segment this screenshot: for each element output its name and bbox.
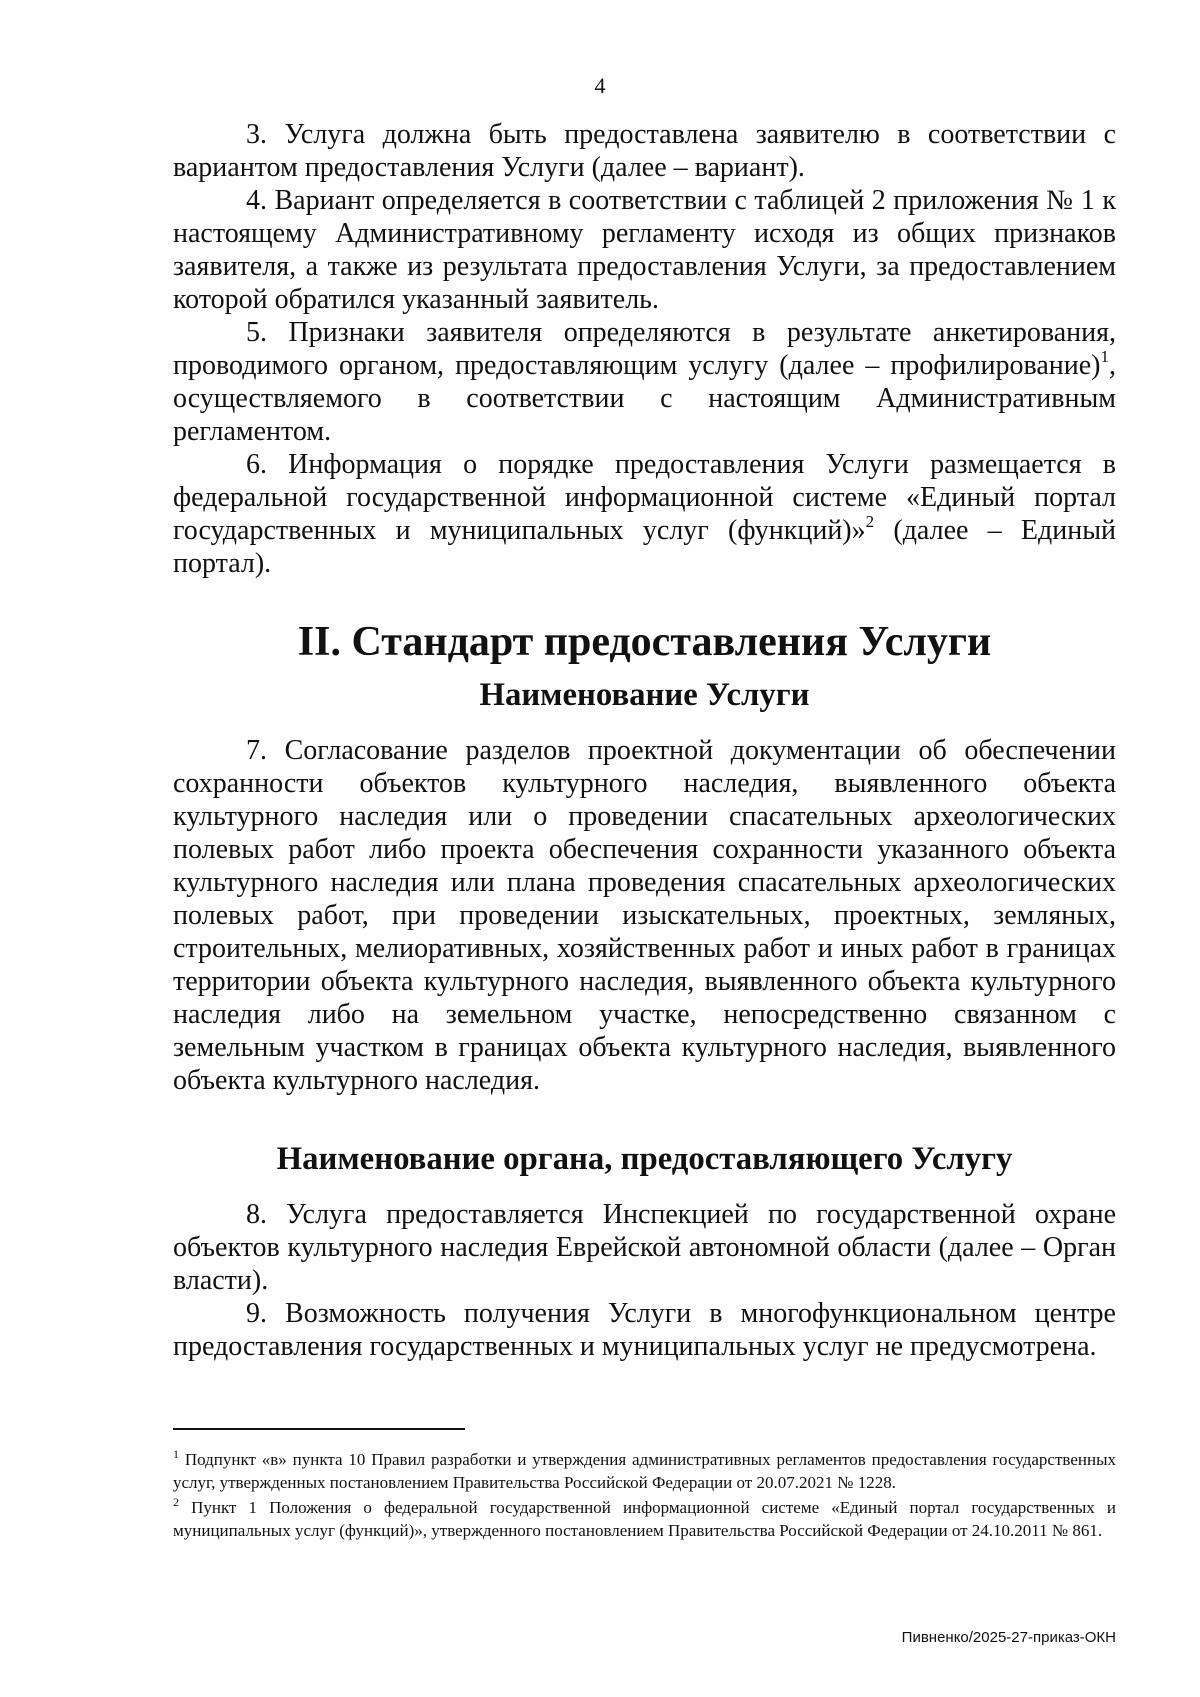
paragraph-7: 7. Согласование разделов проектной документации об обеспечении сохранности объектов культурного наследия, выявленного объекта культурного наследия или о проведении спасательных археологических полевых работ либо проекта обеспечения сохранности указанного объекта культурного наследия или плана проведения спасательных археологических полевых работ, при проведении изыскательных, проектных, земляных, строительных, мелиоративных, хозяйственных работ и иных работ в границах территории объекта культурного наследия, выявленного объекта культурного наследия либо на земельном участке, непосредственно связанном с земельным участком в границах объекта культурного наследия, выявленного объекта культурного наследия.	[173, 735, 1116, 1096]
paragraph-4: 4. Вариант определяется в соответствии с таблицей 2 приложения № 1 к настоящему Административному регламенту исходя из общих признаков заявителя, а также из результата предоставления Услуги, за предоставлением которой обратился указанный заявитель.	[173, 185, 1116, 315]
footnote-mark-1: 1	[173, 1447, 179, 1462]
footnote-2	[173, 1496, 1116, 1542]
footnote-1-text: Подпункт «в» пункта 10 Правил разработки и утверждения административных регламентов предоставления государственных услуг, утвержденных постановлением Правительства Российской Федерации от 20.07.2021 № 1228.	[173, 1450, 1116, 1492]
paragraph-6-text-b: (далее – Единый портал).	[173, 515, 1116, 579]
footnote-mark-2: 2	[173, 1495, 179, 1510]
page-number: 4	[594, 73, 606, 98]
paragraph-3: 3. Услуга должна быть предоставлена заявителю в соответствии с вариантом предоставления Услуги (далее – вариант).	[173, 119, 1116, 183]
footnote-1	[173, 1448, 1116, 1494]
paragraph-9: 9. Возможность получения Услуги в многофункциональном центре предоставления государственных и муниципальных услуг не предусмотрена.	[173, 1298, 1116, 1362]
paragraph-8: 8. Услуга предоставляется Инспекцией по государственной охране объектов культурного наследия Еврейской автономной области (далее – Орган власти).	[173, 1199, 1116, 1296]
paragraph-6-text-a: 6. Информация о порядке предоставления Услуги размещается в федеральной государственной информационной системе «Единый портал государственных и муниципальных услуг (функций)»	[173, 449, 1116, 546]
paragraph-5	[173, 316, 1116, 448]
footnote-ref-1[interactable]: 1	[1100, 346, 1109, 366]
paragraph-5-text-b: , осуществляемого в соответствии с настоящим Административным регламентом.	[173, 350, 1116, 447]
paragraph-5-text-a: 5. Признаки заявителя определяются в результате анкетирования, проводимого органом, предоставляющим услугу (далее – профилирование)	[173, 317, 1116, 381]
organ-name-heading: Наименование органа, предоставляющего Услугу	[276, 1141, 1013, 1177]
footnotes	[173, 1448, 1116, 1542]
footnote-ref-2[interactable]: 2	[865, 511, 875, 531]
footnote-divider	[173, 1428, 465, 1430]
paragraph-6	[173, 448, 1116, 580]
document-body	[173, 118, 1116, 1363]
footnote-2-text: Пункт 1 Положения о федеральной государственной информационной системе «Единый портал государственных и муниципальных услуг (функций)», утвержденного постановлением Правительства Российской Федерации от 24.10.2011 № 861.	[173, 1498, 1116, 1540]
document-code: Пивненко/2025-27-приказ-ОКН	[901, 1629, 1116, 1646]
section-heading: II. Стандарт предоставления Услуги	[297, 619, 992, 665]
service-name-heading: Наименование Услуги	[479, 677, 810, 713]
